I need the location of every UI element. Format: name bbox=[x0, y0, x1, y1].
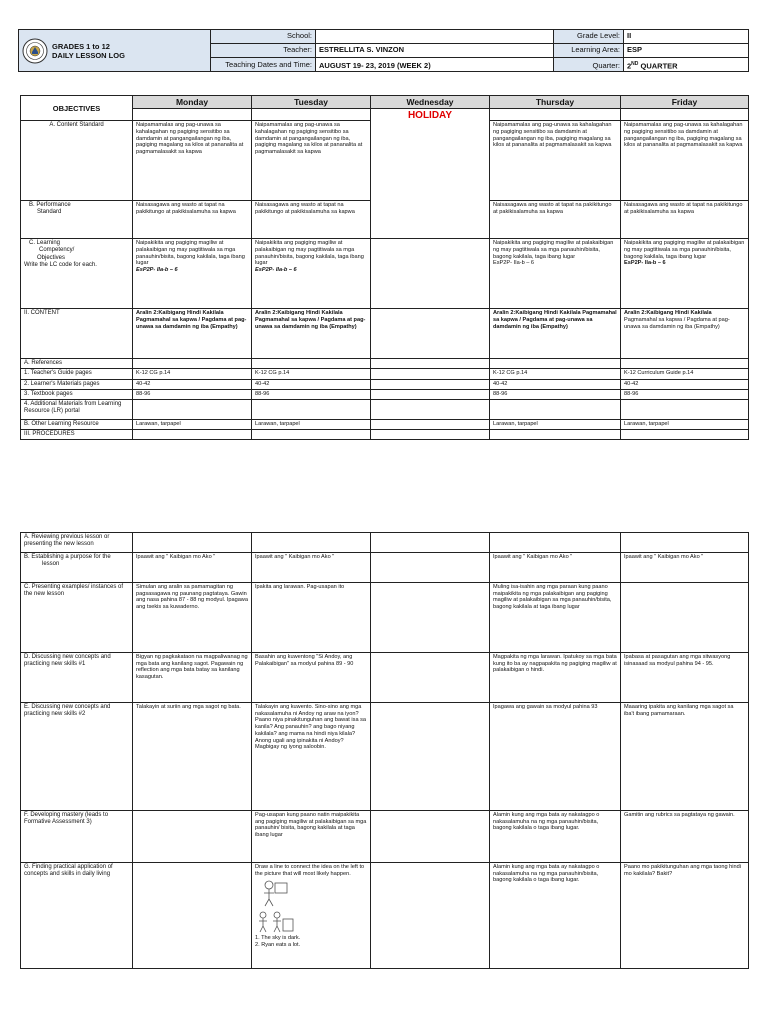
competency-label-1: C. Learning bbox=[29, 240, 61, 247]
teachers-guide-mon: K-12 CG p.14 bbox=[133, 369, 252, 379]
content-standard-thu: Naipamamalas ang pag-unawa sa kahalagahan ng pagiging sensitibo sa damdamin at pangangailangan ng iba, pagiging magalang sa kilos at pananalita at pagmamalasakit sa kapwa bbox=[490, 121, 621, 201]
other-resources-tue: Larawan, tarpapel bbox=[252, 419, 371, 429]
discussing1-mon: Bigyan ng pagkakataon na magpaliwanag ng mga bata ang kanilang sagot. Pagawain ng reflection ang mga bata batay sa kanilang kasagutan. bbox=[133, 653, 252, 703]
content-standard-tue: Naipamamalas ang pag-unawa sa kahalagahan ng pagiging sensitibo sa damdamin at pangangailangan ng iba, pagiging magalang sa kilos at pananalita at pagmamalasakit sa kapwa bbox=[252, 121, 371, 201]
row-label-mastery: F. Developing mastery (leads to Formative Assessment 3) bbox=[21, 811, 133, 863]
cell-empty bbox=[252, 359, 371, 369]
content-mon: Aralin 2:Kaibigang Hindi Kakilala Pagmamahal sa kapwa / Pagdama at pag-unawa sa damdamin ng iba (Empathy) bbox=[133, 309, 252, 359]
quarter-number: 2 bbox=[627, 61, 632, 70]
row-label-performance-standard bbox=[21, 201, 133, 239]
performance-standard-thu: Naisasagawa ang wasto at tapat na pakikitungo at pakikisalamuha sa kapwa bbox=[490, 201, 621, 239]
holiday-label: HOLIDAY bbox=[371, 109, 490, 239]
learning-area-label: Learning Area: bbox=[554, 44, 624, 58]
other-resources-thu: Larawan, tarpapel bbox=[490, 419, 621, 429]
cell-empty bbox=[490, 399, 621, 419]
cell-empty bbox=[133, 399, 252, 419]
examples-mon: Simulan ang aralin sa pamamagitan ng pagsasagawa ng paunang pagtataya. Gawin ang nasa pahina 87 - 88 ng modyul. Ipagawa ang tsekis sa kuwaderno. bbox=[133, 583, 252, 653]
finding-fri: Paano mo pakikitunguhan ang mga taong hindi mo kakilala? Bakit? bbox=[621, 863, 749, 969]
purpose-tue: Ipaawit ang " Kaibigan mo Ako " bbox=[252, 553, 371, 583]
teaching-dates-label: Teaching Dates and Time: bbox=[211, 58, 316, 72]
row-label-procedures: III. PROCEDURES bbox=[21, 430, 133, 440]
grade-label: Grade Level: bbox=[554, 30, 624, 44]
deped-seal-icon bbox=[22, 38, 48, 64]
competency-thu-code: EsP2P- IIa-b – 6 bbox=[493, 260, 535, 267]
textbook-thu: 88-96 bbox=[490, 389, 621, 399]
cell-empty bbox=[371, 653, 490, 703]
performance-standard-tue: Naisasagawa ang wasto at tapat na pakikitungo at pakikisalamuha sa kapwa bbox=[252, 201, 371, 239]
day-monday: Monday bbox=[133, 96, 252, 109]
cell-empty bbox=[133, 109, 252, 121]
learners-materials-tue: 40-42 bbox=[252, 379, 371, 389]
mastery-fri: Gamitin ang rubrics sa pagtataya ng gawain. bbox=[621, 811, 749, 863]
row-label-content-standard: A. Content Standard bbox=[21, 121, 133, 201]
competency-thu bbox=[490, 239, 621, 309]
cell-empty bbox=[252, 533, 371, 553]
discussing1-fri: Ipabasa at pasagutan ang mga sitwasyong isinasaad sa modyul pahina 94 - 95. bbox=[621, 653, 749, 703]
textbook-tue: 88-96 bbox=[252, 389, 371, 399]
cell-empty bbox=[371, 369, 490, 379]
performance-label-1: B. Performance bbox=[29, 202, 71, 209]
cell-empty bbox=[490, 359, 621, 369]
school-value bbox=[316, 30, 554, 44]
content-thu: Aralin 2:Kaibigang Hindi Kakilala Pagmamahal sa kapwa / Pagdama at pag-unawa sa damdamin ng iba (Empathy) bbox=[490, 309, 621, 359]
day-thursday: Thursday bbox=[490, 96, 621, 109]
competency-mon-text: Naipakikita ang pagiging magiliw at palakaibigan ng may pagtitiwala sa mga panauhin/bisita, bagong kakilala, taga ibang lugar bbox=[136, 240, 245, 267]
discussing2-tue: Talakayin ang kuwento. Sino-sino ang mga nakasalamuha ni Andoy ng araw na iyon? Paano niya pinakitunguhan ang bawat isa sa kanila? Ang panauhin? ang bago niyang kakilala? ang mama na hindi niya kilala? Anong ugali ang ipinakita ni Andoy? Magbigay ng iyong saloobin. bbox=[252, 703, 371, 811]
finding-tue-item-2: 2. Ryan eats a lot. bbox=[255, 942, 301, 949]
cell-empty bbox=[252, 430, 371, 440]
competency-label-3: Objectives bbox=[37, 254, 66, 261]
discussing1-tue: Basahin ang kuwentong "Si Andoy, ang Palakaibigan" sa modyul pahina 89 - 90 bbox=[252, 653, 371, 703]
row-label-additional-materials: 4. Additional Materials from Learning Resource (LR) portal bbox=[21, 399, 133, 419]
competency-tue-code: EsP2P- IIa-b – 6 bbox=[255, 267, 297, 273]
competency-thu-text: Naipakikita ang pagiging magiliw at palakaibigan ng may pagtitiwala sa mga panauhin/bisita, bagong kakilala, taga ibang lugar bbox=[493, 240, 614, 260]
teachers-guide-thu: K-12 CG p.14 bbox=[490, 369, 621, 379]
mastery-thu: Alamin kung ang mga bata ay nakatagpo o nakasalamuha na ng mga panauhin/bisita, bagong kakilala o taga ibang lugar. bbox=[490, 811, 621, 863]
finding-thu: Alamin kung ang mga bata ay nakatagpo o nakasalamuha na ng mga panauhin/bisita, bagong kakilala o taga ibang lugar. bbox=[490, 863, 621, 969]
cell-empty bbox=[621, 583, 749, 653]
quarter-value bbox=[624, 58, 749, 72]
cell-empty bbox=[621, 109, 749, 121]
objectives-header: OBJECTIVES bbox=[21, 96, 133, 121]
competency-label-2: Competency/ bbox=[39, 247, 75, 254]
row-label-finding: G. Finding practical application of concepts and skills in daily living bbox=[21, 863, 133, 969]
cell-empty bbox=[252, 109, 371, 121]
discussing2-thu: Ipagawa ang gawain sa modyul pahina 93 bbox=[490, 703, 621, 811]
row-label-examples: C. Presenting examples/ instances of the new lesson bbox=[21, 583, 133, 653]
cell-empty bbox=[490, 430, 621, 440]
cell-empty bbox=[133, 533, 252, 553]
cell-empty bbox=[371, 430, 490, 440]
header-logo-cell bbox=[19, 30, 211, 72]
teachers-guide-fri: K-12 Curriculum Guide p.14 bbox=[621, 369, 749, 379]
performance-standard-fri: Naisasagawa ang wasto at tapat na pakikitungo at pakikisalamuha sa kapwa bbox=[621, 201, 749, 239]
cell-empty bbox=[371, 359, 490, 369]
cell-empty bbox=[621, 359, 749, 369]
teaching-dates-value: AUGUST 19- 23, 2019 (WEEK 2) bbox=[316, 58, 554, 72]
textbook-fri: 88-96 bbox=[621, 389, 749, 399]
cell-empty bbox=[133, 359, 252, 369]
learners-materials-fri: 40-42 bbox=[621, 379, 749, 389]
purpose-fri: Ipaawit ang " Kaibigan mo Ako " bbox=[621, 553, 749, 583]
cell-empty bbox=[371, 553, 490, 583]
cell-empty bbox=[371, 811, 490, 863]
row-label-references: A. References bbox=[21, 359, 133, 369]
cell-empty bbox=[371, 703, 490, 811]
competency-mon-code: EsP2P- IIa-b – 6 bbox=[136, 267, 178, 273]
row-label-textbook: 3. Textbook pages bbox=[21, 389, 133, 399]
form-title-line1: GRADES 1 to 12 bbox=[52, 41, 110, 51]
cell-empty bbox=[490, 533, 621, 553]
content-fri bbox=[621, 309, 749, 359]
cell-empty bbox=[371, 583, 490, 653]
other-resources-fri: Larawan, tarpapel bbox=[621, 419, 749, 429]
purpose-thu: Ipaawit ang " Kaibigan mo Ako " bbox=[490, 553, 621, 583]
cell-empty bbox=[490, 109, 621, 121]
row-label-competency bbox=[21, 239, 133, 309]
content-fri-title: Aralin 2:Kaibigang Hindi Kakilala bbox=[624, 310, 712, 317]
cell-empty bbox=[252, 399, 371, 419]
cell-empty bbox=[371, 419, 490, 429]
cell-empty bbox=[621, 399, 749, 419]
day-friday: Friday bbox=[621, 96, 749, 109]
content-fri-text: Pagmamahal sa kapwa / Pagdama at pag-unawa sa damdamin ng iba (Empathy) bbox=[624, 316, 730, 330]
cell-empty bbox=[371, 533, 490, 553]
learners-materials-thu: 40-42 bbox=[490, 379, 621, 389]
grade-value: II bbox=[624, 30, 749, 44]
examples-thu: Muling isa-isahin ang mga paraan kung paano maipakikita ng mga palakaibigan ang pagiging magiliw at palakaibigan sa mga panauhin/bisita, bagong kakilala at taga ibang lugar bbox=[490, 583, 621, 653]
purpose-label-2: lesson bbox=[42, 561, 60, 568]
finding-tue-intro: Draw a line to connect the idea on the left to the picture that will most likely happen. bbox=[255, 864, 365, 877]
finding-tue-item-1: 1. The sky is dark. bbox=[255, 935, 301, 942]
worksheet-illustration bbox=[255, 879, 295, 933]
discussing2-mon: Talakayin at suriin ang mga sagot ng bata. bbox=[133, 703, 252, 811]
examples-tue: Ipakita ang larawan. Pag-usapan ito bbox=[252, 583, 371, 653]
quarter-suffix: ND bbox=[631, 60, 639, 67]
cell-empty bbox=[371, 239, 490, 309]
discussing2-fri: Maaaring ipakita ang kanilang mga sagot sa iba't ibang pamamaraan. bbox=[621, 703, 749, 811]
cell-empty bbox=[371, 379, 490, 389]
competency-fri-text: Naipakikita ang pagiging magiliw at palakaibigan ng may pagtitiwala sa mga panauhin/bisita, bagong kakilala, taga ibang lugar bbox=[624, 240, 745, 260]
day-wednesday: Wednesday bbox=[371, 96, 490, 109]
form-title-line2: DAILY LESSON LOG bbox=[52, 50, 125, 60]
cell-empty bbox=[371, 399, 490, 419]
row-label-content: II. CONTENT bbox=[21, 309, 133, 359]
row-label-learners-materials: 2. Learner's Materials pages bbox=[21, 379, 133, 389]
row-label-other-resources: B. Other Learning Resource bbox=[21, 419, 133, 429]
cell-empty bbox=[371, 863, 490, 969]
school-label: School: bbox=[211, 30, 316, 44]
learning-area-value: ESP bbox=[624, 44, 749, 58]
cell-empty bbox=[371, 309, 490, 359]
day-tuesday: Tuesday bbox=[252, 96, 371, 109]
performance-label-2: Standard bbox=[37, 209, 62, 216]
competency-fri-code: EsP2P- IIa-b – 6 bbox=[624, 260, 666, 267]
competency-label-4: Write the LC code for each. bbox=[24, 261, 97, 268]
mastery-tue: Pag-usapan kung paano natin maipakikita ang pagiging magiliw at palakaibigan sa mga panauhin/ bisita, bagong kakilala at taga ibang lugar bbox=[252, 811, 371, 863]
competency-tue bbox=[252, 239, 371, 309]
row-label-discussing-2: E. Discussing new concepts and practicing new skills #2 bbox=[21, 703, 133, 811]
teachers-guide-tue: K-12 CG p.14 bbox=[252, 369, 371, 379]
competency-fri bbox=[621, 239, 749, 309]
other-resources-mon: Larawan, tarpapel bbox=[133, 419, 252, 429]
cell-empty bbox=[621, 533, 749, 553]
learners-materials-mon: 40-42 bbox=[133, 379, 252, 389]
quarter-word: QUARTER bbox=[640, 61, 678, 70]
discussing1-thu: Magpakita ng mga larawan. Ipatukoy sa mga bata kung ito ba ay nagpapakita ng pagiging magiliw at palakaibigan o hindi. bbox=[490, 653, 621, 703]
teacher-value: ESTRELLITA S. VINZON bbox=[316, 44, 554, 58]
quarter-label: Quarter: bbox=[554, 58, 624, 72]
cell-empty bbox=[371, 389, 490, 399]
row-label-purpose bbox=[21, 553, 133, 583]
purpose-label-1: B. Establishing a purpose for the bbox=[24, 554, 111, 560]
lesson-plan-table-2 bbox=[20, 532, 749, 969]
cell-empty bbox=[133, 430, 252, 440]
finding-tue bbox=[252, 863, 371, 969]
teacher-label: Teacher: bbox=[211, 44, 316, 58]
lesson-plan-table-1 bbox=[20, 95, 749, 440]
content-standard-fri: Naipamamalas ang pag-unawa sa kahalagahan ng pagiging sensitibo sa damdamin at pangangailangan ng iba, pagiging magalang sa kilos at pananalita at pagmamalasakit sa kapwa bbox=[621, 121, 749, 201]
header-table bbox=[18, 29, 749, 72]
row-label-discussing-1: D. Discussing new concepts and practicing new skills #1 bbox=[21, 653, 133, 703]
cell-empty bbox=[133, 863, 252, 969]
purpose-mon: Ipaawit ang " Kaibigan mo Ako " bbox=[133, 553, 252, 583]
row-label-teachers-guide: 1. Teacher's Guide pages bbox=[21, 369, 133, 379]
content-standard-mon: Naipamamalas ang pag-unawa sa kahalagahan ng pagiging sensitibo sa damdamin at pangangailangan ng iba, pagiging magalang sa kilos at pananalita at pagmamalasakit sa kapwa bbox=[133, 121, 252, 201]
competency-mon bbox=[133, 239, 252, 309]
textbook-mon: 88-96 bbox=[133, 389, 252, 399]
content-tue: Aralin 2:Kaibigang Hindi Kakilala Pagmamahal sa kapwa / Pagdama at pag-unawa sa damdamin ng iba (Empathy) bbox=[252, 309, 371, 359]
row-label-reviewing: A. Reviewing previous lesson or presenting the new lesson bbox=[21, 533, 133, 553]
performance-standard-mon: Naisasagawa ang wasto at tapat na pakikitungo at pakikisalamuha sa kapwa bbox=[133, 201, 252, 239]
cell-empty bbox=[621, 430, 749, 440]
competency-tue-text: Naipakikita ang pagiging magiliw at palakaibigan ng may pagtitiwala sa mga panauhin/bisita, bagong kakilala, taga ibang lugar bbox=[255, 240, 364, 267]
cell-empty bbox=[133, 811, 252, 863]
